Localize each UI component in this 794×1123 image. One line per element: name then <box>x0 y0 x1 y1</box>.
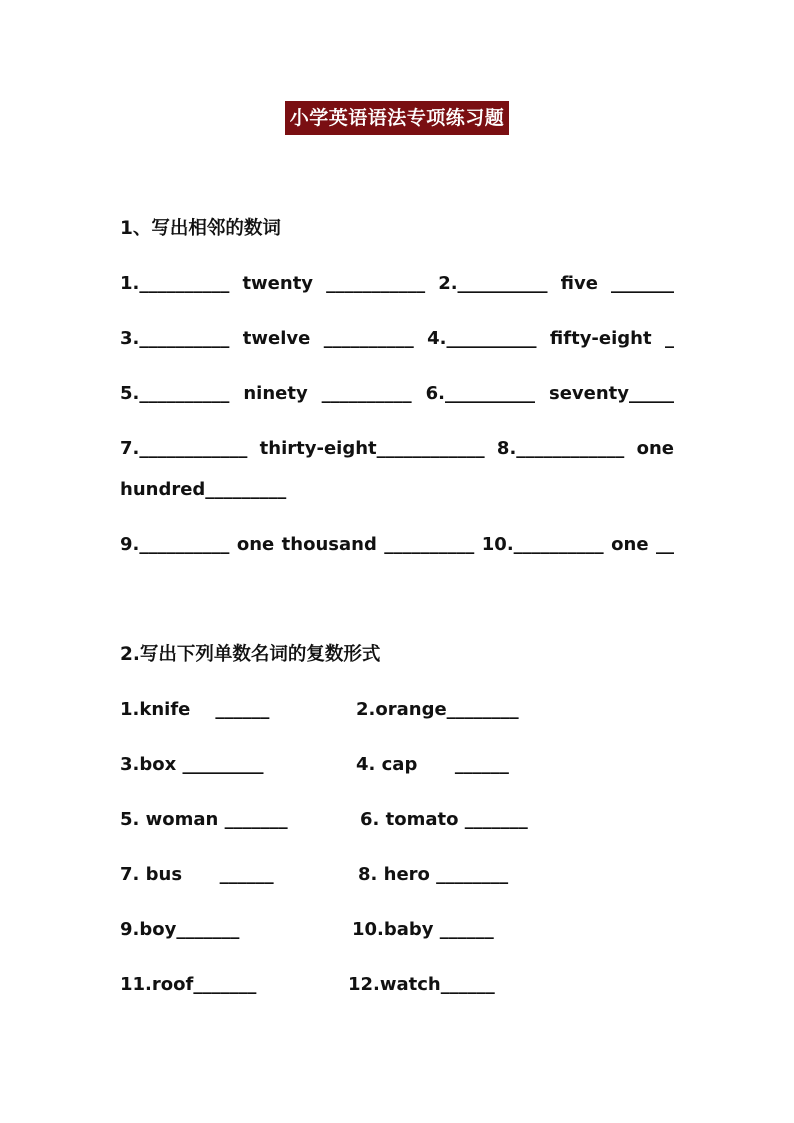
plural-item-11: 11.roof_______ <box>120 974 257 995</box>
plural-item-6: 6. tomato _______ <box>360 809 528 830</box>
exercise-line-4-cont: hundred_________ <box>120 479 287 500</box>
plural-item-4: 4. cap ______ <box>356 754 509 775</box>
exercise-line-2: 3.__________ twelve __________ 4.__________ fifty-eight _ <box>120 328 674 349</box>
exercise-line-3: 5.__________ ninety __________ 6.__________ seventy_____ <box>120 383 674 404</box>
plural-item-9: 9.boy_______ <box>120 919 240 940</box>
exercise-line-1: 1.__________ twenty ___________ 2.__________ five _______ <box>120 273 674 294</box>
page-title: 小学英语语法专项练习题 <box>285 101 510 135</box>
exercise-line-5: 9.__________ one thousand __________ 10.__________ one __ <box>120 534 674 555</box>
section1-heading: 1、写出相邻的数词 <box>120 218 281 239</box>
section2-heading: 2.写出下列单数名词的复数形式 <box>120 644 381 665</box>
plural-item-2: 2.orange________ <box>356 699 519 720</box>
plural-item-3: 3.box _________ <box>120 754 264 775</box>
plural-item-1: 1.knife ______ <box>120 699 270 720</box>
plural-item-5: 5. woman _______ <box>120 809 288 830</box>
exercise-line-4: 7.____________ thirty-eight____________ 8.____________ one <box>120 438 674 459</box>
plural-item-12: 12.watch______ <box>348 974 495 995</box>
title-wrap <box>0 101 794 135</box>
plural-item-10: 10.baby ______ <box>352 919 494 940</box>
plural-item-7: 7. bus ______ <box>120 864 274 885</box>
plural-item-8: 8. hero ________ <box>358 864 509 885</box>
